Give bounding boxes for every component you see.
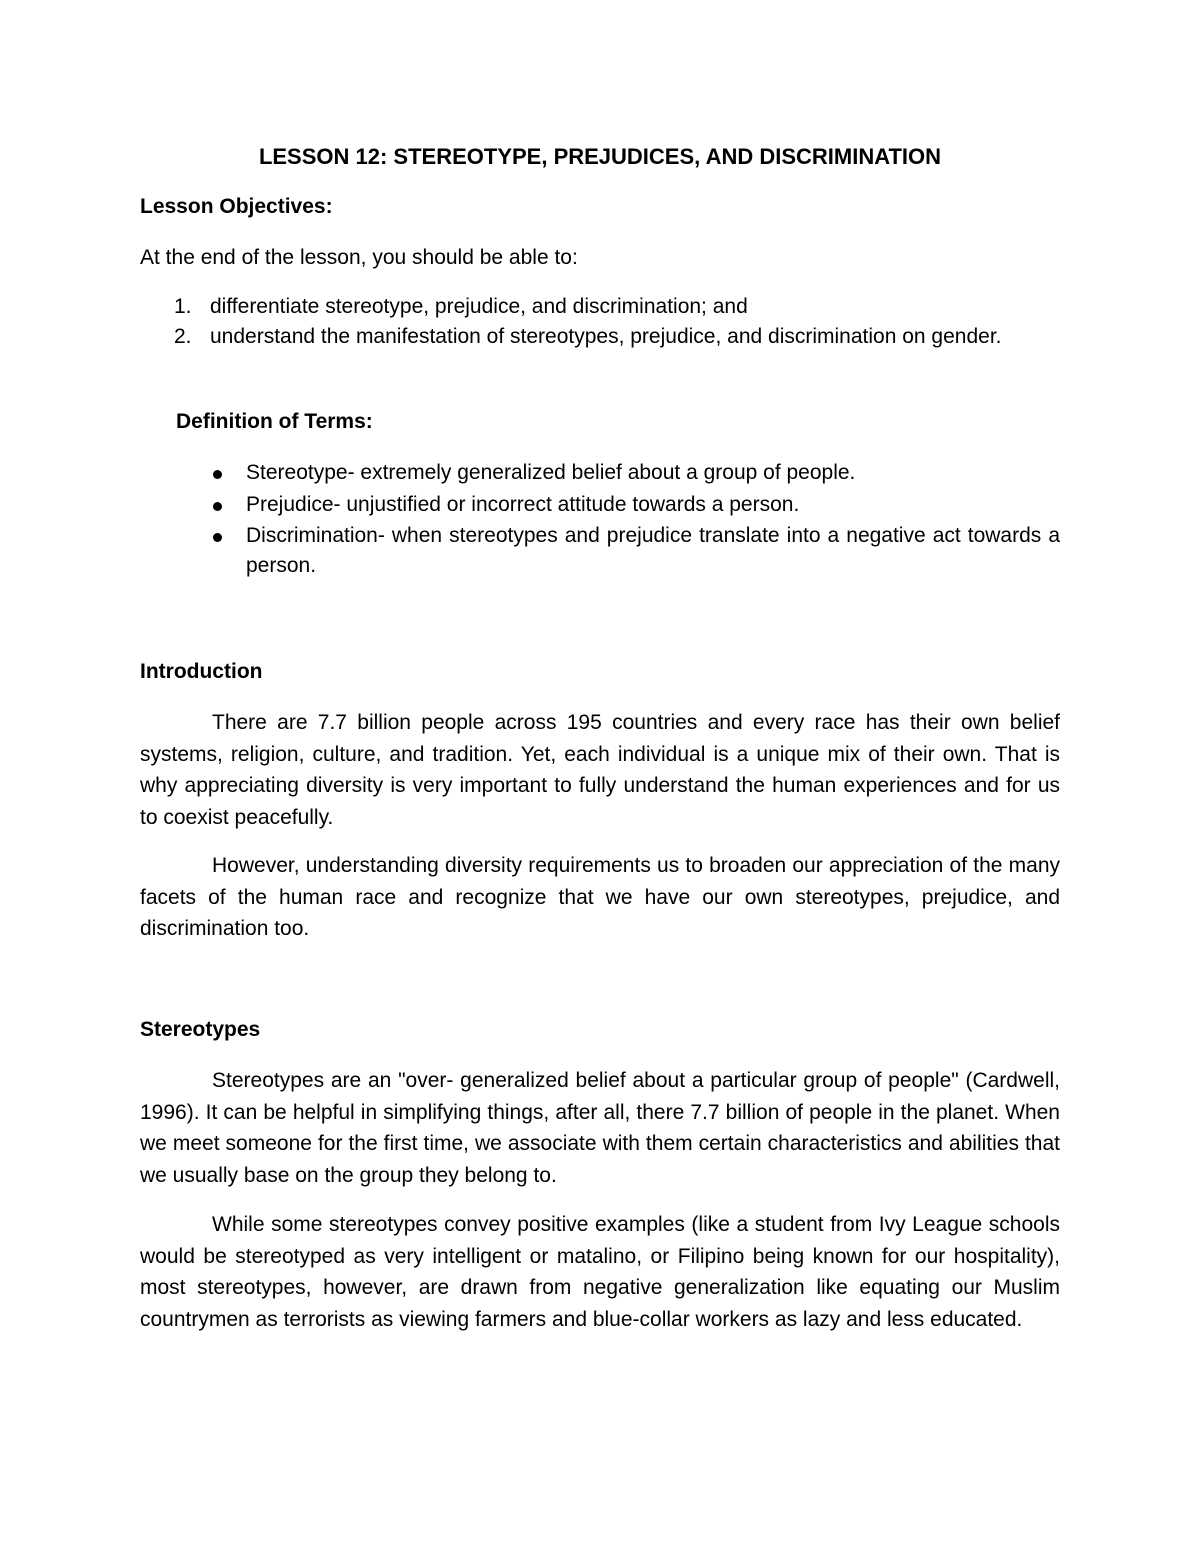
definition-text: Prejudice- unjustified or incorrect attitude towards a person.	[246, 492, 800, 516]
objective-item	[174, 292, 1060, 322]
paragraph-text: While some stereotypes convey positive examples (like a student from Ivy League schools would be stereotyped as very intelligent or matalino, or Filipino being known for our hospitality), most stereotypes, however, are drawn from negative generalization like equating our Muslim countrymen as terrorists as viewing farmers and blue-collar workers as lazy and less educated.	[140, 1213, 1060, 1331]
paragraph-text: However, understanding diversity requirements us to broaden our appreciation of the many facets of the human race and recognize that we have our own stereotypes, prejudice, and discrimination too.	[140, 854, 1060, 940]
bullet-icon	[213, 502, 222, 511]
objectives-heading: Lesson Objectives:	[140, 195, 333, 218]
stereotypes-heading: Stereotypes	[140, 1018, 261, 1041]
stereotypes-paragraph	[140, 1209, 1060, 1335]
objective-text: differentiate stereotype, prejudice, and discrimination; and	[210, 295, 748, 318]
paragraph-text: Stereotypes are an "over- generalized belief about a particular group of people" (Cardwell, 1996). It can be helpful in simplifying things, after all, there 7.7 billion of people in the planet. When we meet someone for the first time, we associate with them certain characteristics and abilities that we usually base on the group they belong to.	[140, 1069, 1060, 1187]
list-number: 1.	[174, 295, 192, 318]
objective-item	[174, 322, 1060, 352]
stereotypes-paragraph	[140, 1065, 1060, 1191]
objectives-intro: At the end of the lesson, you should be able to:	[140, 246, 578, 269]
definitions-heading: Definition of Terms:	[176, 410, 373, 433]
definitions-list	[246, 458, 1060, 583]
list-number: 2.	[174, 325, 192, 348]
definition-item	[246, 521, 1060, 581]
definition-item	[246, 458, 1060, 488]
paragraph-text: There are 7.7 billion people across 195 countries and every race has their own belief systems, religion, culture, and tradition. Yet, each individual is a unique mix of their own. That is why appreciating diversity is very important to fully understand the human experiences and for us to coexist peacefully.	[140, 711, 1060, 829]
bullet-icon	[213, 470, 222, 479]
introduction-paragraph	[140, 707, 1060, 833]
bullet-icon	[213, 533, 222, 542]
definition-item	[246, 490, 1060, 520]
objectives-list	[174, 292, 1060, 352]
objective-text: understand the manifestation of stereotypes, prejudice, and discrimination on gender.	[210, 325, 1002, 348]
lesson-title: LESSON 12: STEREOTYPE, PREJUDICES, AND DISCRIMINATION	[258, 144, 942, 169]
introduction-heading: Introduction	[140, 660, 263, 683]
definition-text: Discrimination- when stereotypes and prejudice translate into a negative act towards a person.	[246, 524, 1060, 577]
introduction-paragraph	[140, 850, 1060, 945]
definition-text: Stereotype- extremely generalized belief about a group of people.	[246, 461, 856, 484]
